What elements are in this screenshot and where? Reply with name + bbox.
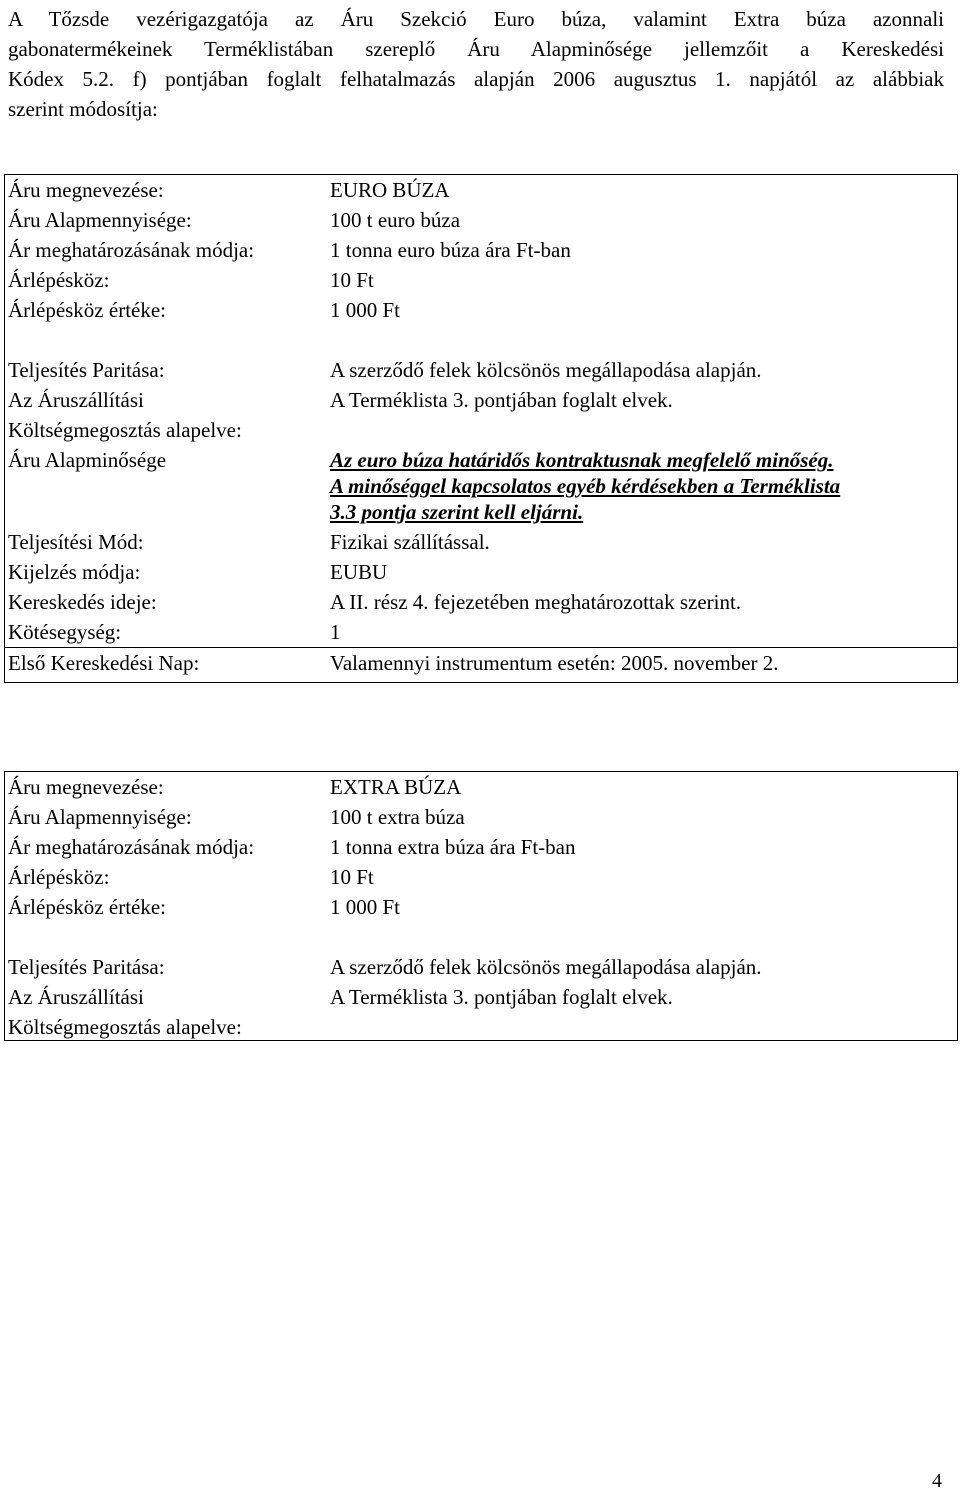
table-row [5,982,957,1012]
table-row [5,295,957,325]
table-row [5,892,957,922]
field-label: Kötésegység: [8,620,122,644]
field-value: 1 tonna extra búza ára Ft-ban [330,835,576,859]
field-value: A II. rész 4. fejezetében meghatározottak szerint. [330,590,742,614]
field-value: A Terméklista 3. pontjában foglalt elvek. [330,985,673,1009]
table-row [5,772,957,802]
field-label: Az Áruszállítási [8,985,144,1009]
table-row [5,385,957,415]
table-row [5,471,957,497]
field-value: A minőséggel kapcsolatos egyéb kérdésekben a Terméklista [330,474,841,498]
field-value: 1 [330,620,341,644]
field-label: Áru Alapminősége [8,448,167,472]
intro-line: szerint módosítja: [8,97,158,121]
table-row [5,832,957,862]
intro-line: gabonatermékeinek Terméklistában szereplő Áru Alapminősége jellemzőit a Kereskedési [8,37,944,61]
table-row [5,265,957,295]
field-label: Ár meghatározásának módja: [8,238,255,262]
field-label: Árlépésköz: [8,268,110,292]
intro-line: Kódex 5.2. f) pontjában foglalt felhatalmazás alapján 2006 augusztus 1. napjától az alábbiak [8,67,944,91]
table-row [5,557,957,587]
field-value: EURO BÚZA [330,178,450,202]
field-label: Árlépésköz értéke: [8,298,167,322]
field-value: EUBU [330,560,388,584]
field-value: A szerződő felek kölcsönös megállapodása alapján. [330,955,762,979]
page-number: 4 [932,1470,942,1492]
field-value: 100 t extra búza [330,805,465,829]
table-row [5,587,957,617]
field-value: A Terméklista 3. pontjában foglalt elvek. [330,388,673,412]
field-label: Árlépésköz: [8,865,110,889]
field-label: Árlépésköz értéke: [8,895,167,919]
field-label: Költségmegosztás alapelve: [8,418,242,442]
table-row [5,527,957,557]
field-value: 1 000 Ft [330,895,401,919]
table-row [5,235,957,265]
field-label: Áru Alapmennyisége: [8,208,192,232]
table-row [5,355,957,385]
field-label: Költségmegosztás alapelve: [8,1015,242,1039]
field-label: Áru Alapmennyisége: [8,805,192,829]
table-row [5,617,957,647]
field-label: Teljesítés Paritása: [8,955,165,979]
field-value: Valamennyi instrumentum esetén: 2005. november 2. [330,651,779,675]
field-value: Fizikai szállítással. [330,530,490,554]
field-value: Az euro búza határidős kontraktusnak megfelelő minőség. [330,448,834,472]
extra-wheat-table [4,771,958,1041]
table-row [5,415,957,445]
intro-paragraph [8,4,944,124]
field-value: A szerződő felek kölcsönös megállapodása alapján. [330,358,762,382]
table-row [5,175,957,205]
field-label: Az Áruszállítási [8,388,144,412]
field-label: Kijelzés módja: [8,560,141,584]
field-label: Kereskedés ideje: [8,590,157,614]
field-value: EXTRA BÚZA [330,775,462,799]
table-row [5,1012,957,1042]
table-row [5,862,957,892]
field-value: 10 Ft [330,865,374,889]
field-value: 10 Ft [330,268,374,292]
field-label: Áru megnevezése: [8,178,164,202]
intro-line: A Tőzsde vezérigazgatója az Áru Szekció Euro búza, valamint Extra búza azonnali [8,7,944,31]
field-label: Áru megnevezése: [8,775,164,799]
field-label: Teljesítési Mód: [8,530,144,554]
table-row [5,952,957,982]
table-row [5,802,957,832]
euro-wheat-table [4,174,958,683]
table-row [5,445,957,471]
field-value: 1 000 Ft [330,298,401,322]
field-label: Ár meghatározásának módja: [8,835,255,859]
table-row [5,497,957,527]
table-row [5,647,957,678]
field-value: 3.3 pontja szerint kell eljárni. [330,500,584,524]
field-label: Első Kereskedési Nap: [8,651,200,675]
table-row [5,205,957,235]
field-value: 1 tonna euro búza ára Ft-ban [330,238,571,262]
field-label: Teljesítés Paritása: [8,358,165,382]
field-value: 100 t euro búza [330,208,461,232]
